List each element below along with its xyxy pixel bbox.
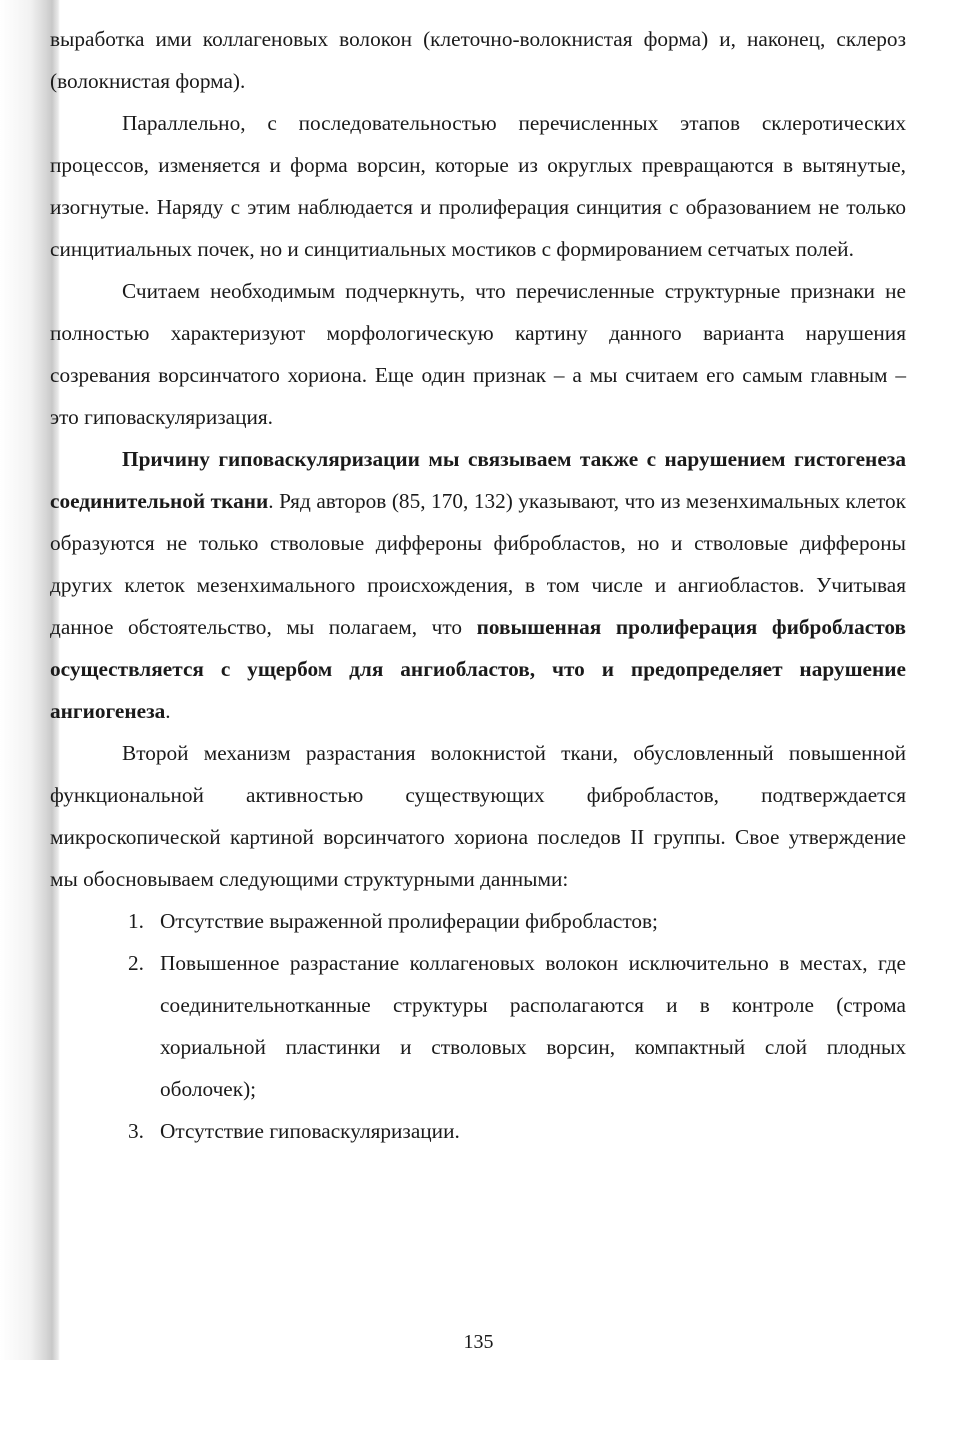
paragraph-hypovascularization: Считаем необходимым подчеркнуть, что перечисленные структурные признаки не полностью характеризуют морфологическую картину данного варианта нарушения созревания ворсинчатого хориона. Еще один признак – а мы считаем его самым главным – это гиповаскуляризация. [50, 279, 906, 429]
list-item-text: Повышенное разрастание коллагеновых волокон исключительно в местах, где соединительнотканные структуры располагаются и в контроле (строма хориальной пластинки и стволовых ворсин, компактный слой плодных оболочек); [160, 951, 906, 1101]
list-item [50, 1110, 906, 1152]
list-item-text: Отсутствие выраженной пролиферации фибробластов; [160, 909, 658, 933]
list-item-number: 1. [128, 909, 144, 933]
paragraph-cause-end: . [165, 699, 171, 723]
list-item [50, 900, 906, 942]
paragraph-second-mechanism: Второй механизм разрастания волокнистой ткани, обусловленный повышенной функциональной активностью существующих фибробластов, подтверждается микроскопической картиной ворсинчатого хориона последов II группы. Свое утверждение мы обосновываем следующими структурными данными: [50, 741, 906, 891]
list-item-text: Отсутствие гиповаскуляризации. [160, 1119, 460, 1143]
paragraph-villi-shape: Параллельно, с последовательностью перечисленных этапов склеротических процессов, изменяется и форма ворсин, которые из округлых превращаются в вытянутые, изогнутые. Наряду с этим наблюдается и пролиферация синцития с образованием не только синцитиальных почек, но и синцитиальных мостиков с формированием сетчатых полей. [50, 111, 906, 261]
paragraph-cause [50, 438, 906, 732]
paragraph-continuation: выработка ими коллагеновых волокон (клеточно-волокнистая форма) и, наконец, склероз (волокнистая форма). [50, 27, 906, 93]
evidence-list [50, 900, 906, 1152]
list-item-number: 2. [128, 951, 144, 975]
list-item-number: 3. [128, 1119, 144, 1143]
bold-cause-statement: Причину гиповаскуляризации мы связываем также с нарушением гистогенеза соединительной ткани [50, 447, 906, 513]
paragraph-cause-text: . Ряд авторов (85, 170, 132) указывают, что из мезенхимальных клеток образуются не только стволовые диффероны фибробластов, но и стволовые диффероны других клеток мезенхимального происхождения, в том числе и ангиобластов. Учитывая данное обстоятельство, мы полагаем, что [50, 489, 906, 639]
page-body [50, 18, 906, 1152]
bold-conclusion: повышенная пролиферация фибробластов осуществляется с ущербом для ангиобластов, что и предопределяет нарушение ангиогенеза [50, 615, 906, 723]
page-number: 135 [463, 1331, 494, 1353]
list-item [50, 942, 906, 1110]
